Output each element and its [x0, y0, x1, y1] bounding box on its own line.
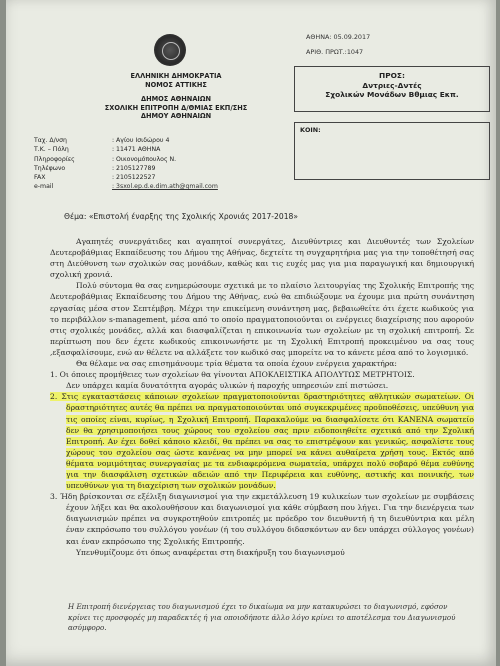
contact-row — [34, 145, 218, 154]
contact-label: FAX — [34, 174, 46, 182]
list-item-sports-clubs — [50, 391, 474, 491]
contact-value: : Αγίου Ισιδώρου 4 — [112, 137, 170, 144]
list-item-canteens: 3. Ήδη βρίσκονται σε εξέλιξη διαγωνισμοί για την εκμετάλλευση 19 κυλικείων των σχολείων με συμβάσεις έχουν λήξει και θα ακολουθήσουν και διαγωνισμοί για κάθε σύμβαση που λήγει. Για την διενέργεια των διαγωνισμών πρέπει να συγκροτηθούν επιτροπές με πρόεδρο τον διευθυντή ή τη διευθύντρια και μέλη έναν εκπρόσωπο του συλλόγου γονέων (ή του συλλόγου διδασκόντων αν δεν υπάρχει σύλλογος γονέων) και έναν εκπρόσωπο της Σχολικής Επιτροπής. — [50, 492, 474, 546]
contact-label: Τ.Κ. – Πόλη — [34, 146, 69, 154]
highlighted-text: 2. Στις εγκαταστάσεις κάποιων σχολείων πραγματοποιούνται δραστηριότητες αθλητικών σωματείων. Οι δραστηριότητες αυτές θα πρέπει να πραγματοποιούνται υπό συγκεκριμένες προϋποθέσεις, υπεύθυνη για τις οποίες είναι, κυρίως, η Σχολική Επιτροπή. Παρακαλούμε να διασφαλίσετε ότι ΚΑΝΕΝΑ σωματείο δεν θα χρησιμοποιήσει τους χώρους του σχολείου σας πριν ειδοποιηθείτε σχετικά από την Σχολική Επιτροπή. Αν έχει δοθεί κάποιο κλειδί, θα πρέπει να σας το επιστρέψουν και γενικώς, ασφαλίστε τους χώρους του σχολείου σας ώστε κανένας να μην μπορεί να κάνει αυθαίρετα χρήση τους. Εκτός από θέματα νομιμότητας συνεργασίας με τα ενδιαφερόμενα σωματεία, υπάρχει πολύ σοβαρό θέμα ευθύνης για την διασφάλιση σχετικών αδειών από την Περιφέρεια και ευθύνης, αστικής και ποινικής, των υπευθύνων για τη διαχείριση των σχολικών μονάδων. — [50, 392, 474, 491]
issuer-header — [96, 72, 256, 121]
header-line: ΣΧΟΛΙΚΗ ΕΠΙΤΡΟΠΗ Δ/ΘΜΙΑΣ ΕΚΠ/ΣΗΣ — [104, 103, 248, 112]
copy-box — [294, 122, 490, 180]
italic-note: Η Επιτροπή διενέργειας του διαγωνισμού έχει το δικαίωμα να μην κατακυρώσει το διαγωνισμό, εφόσον κρίνει τις προσφορές μη παραδεκτές ή για οποιοδήποτε άλλο λόγο κρίνει το αποτέλεσμα του Διαγωνισμού ασύμφορο. — [68, 602, 456, 633]
contact-value: : 2105127789 — [112, 164, 156, 172]
subject-line: Θέμα: «Επιστολή έναρξης της Σχολικής Χρονιάς 2017-2018» — [64, 212, 299, 221]
protocol-number: ΑΡΙΘ. ΠΡΩΤ.:1047 — [306, 48, 364, 56]
contact-row — [34, 155, 218, 164]
paragraph-intro-topics: Θα θέλαμε να σας επισημάνουμε τρία θέματα τα οποία έχουν ενέργεια χαρακτήρα: — [76, 359, 397, 369]
contact-row — [34, 182, 218, 191]
contact-row — [34, 136, 218, 145]
contact-label: Ταχ. Δ/νση — [34, 137, 67, 144]
paragraph-smanagement: Πολύ σύντομα θα σας ενημερώσουμε σχετικά με το πλαίσιο λειτουργίας της Σχολικής Επιτροπής της Δευτεροβάθμιας Εκπαίδευσης του Δήμου της Αθήνας, ενώ θα επιδιώξουμε να έχουμε μια πρώτη συνάντηση εργασίας μέσα στον Σεπτέμβρη. Μέχρι την επικείμενη συνάντηση μας, βεβαιωθείτε ότι έχετε κωδικούς για το περιβάλλον s-management, μέσα από το οποίο πραγματοποιούνται οι ενέργειες διαχείρισης που αφορούν στις σχολικές μονάδες, αλλά και διασφαλίζεται η επικοινωνία των σχολείων με τη σχολική επιτροπή. Σε περίπτωση που δεν έχετε κωδικούς επικοινωνήστε με τη Σχολική Επιτροπή προκειμένου να σας τους ,εξασφαλίσουμε, ενώ αν θέλετε να αλλάξετε τον κωδικό σας μπορείτε να το κάνετε μέσα από το λογισμικό. — [50, 281, 474, 357]
letter-page — [6, 0, 496, 666]
contact-row — [34, 173, 218, 182]
header-line: ΔΗΜΟΥ ΑΘΗΝΑΙΩΝ — [140, 112, 212, 121]
list-item-purchases-note: Δεν υπάρχει καμία δυνατότητα αγοράς υλικών ή παροχής υπηρεσιών επί πιστώσει. — [66, 381, 389, 391]
recipient-label: ΠΡΟΣ: — [379, 71, 405, 80]
recipient-line: Δντριες-Δντές — [362, 80, 422, 90]
paragraph-greeting: Αγαπητές συνεργάτιδες και αγαπητοί συνεργάτες, Διευθύντριες και Διευθυντές των Σχολείων Δευτεροβάθμιας Εκπαίδευσης του Δήμου της Αθήνας, δεχτείτε τη συγχαρητήρια μας για την τοποθέτησή σας στη Διεύθυνση των σχολικών σας μονάδων, καθώς και τις ευχές μας για μια παραγωγική και δημιουργική σχολική χρονιά. — [50, 237, 474, 280]
contact-value: : Οικονομόπουλος Ν. — [112, 155, 177, 163]
contact-value: : 11471 ΑΘΗΝΑ — [112, 146, 161, 154]
list-item-purchases: 1. Οι όποιες προμήθειες των σχολείων θα γίνονται ΑΠΟΚΛΕΙΣΤΙΚΑ ΑΠΟΛΥΤΩΣ ΜΕΤΡΗΤΟΙΣ. — [50, 370, 415, 380]
date-text: ΑΘΗΝΑ: 05.09.2017 — [306, 33, 371, 41]
letter-body — [50, 236, 474, 558]
header-line: ΕΛΛΗΝΙΚΗ ΔΗΜΟΚΡΑΤΙΑ — [130, 72, 222, 80]
date-protocol — [306, 30, 370, 60]
contact-label: Πληροφορίες — [34, 155, 75, 163]
paragraph-reminder: Υπενθυμίζουμε ότι όπως αναφέρεται στη διακήρυξη του διαγωνισμού — [76, 547, 345, 557]
contact-label: Τηλέφωνο — [34, 164, 66, 172]
header-line: ΔΗΜΟΣ ΑΘΗΝΑΙΩΝ — [140, 95, 211, 104]
copy-label: ΚΟΙΝ: — [300, 126, 321, 134]
contact-row — [34, 164, 218, 173]
email-link[interactable]: : 3sxol.ep.d.e.dim.ath@gmail.com — [112, 183, 218, 191]
header-line: ΝΟΜΟΣ ΑΤΤΙΚΗΣ — [145, 80, 207, 89]
recipient-line: Σχολικών Μονάδων Βθμιας Εκπ. — [325, 90, 459, 99]
national-emblem-icon — [154, 34, 186, 66]
recipient-box — [294, 66, 490, 112]
contact-value: : 2105122527 — [112, 174, 156, 182]
contact-details — [34, 136, 218, 192]
contact-label: e-mail — [34, 183, 54, 191]
